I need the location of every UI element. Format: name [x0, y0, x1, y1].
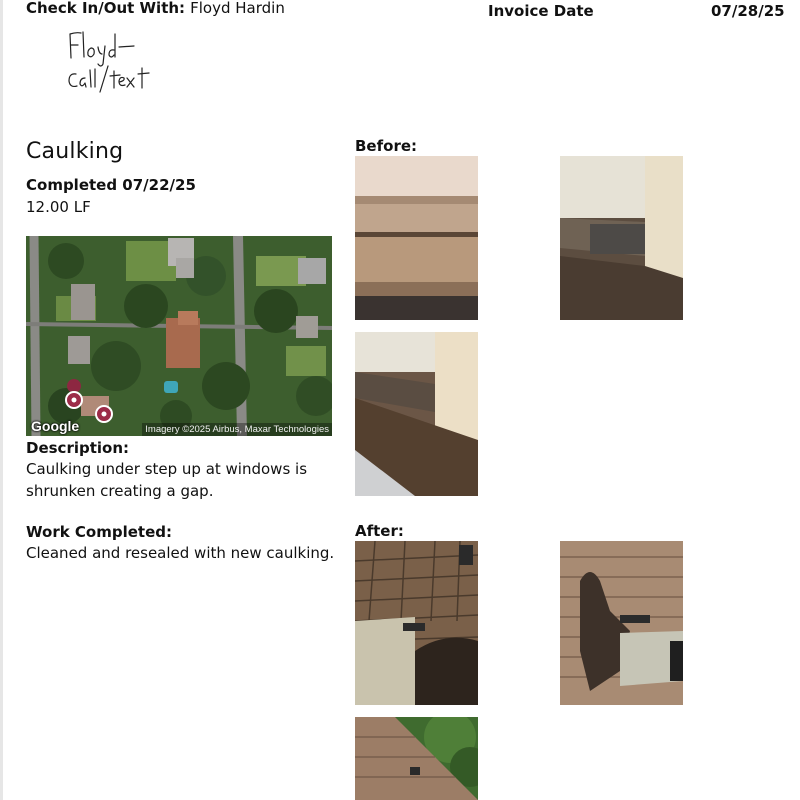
check-in-out-row [26, 0, 285, 17]
before-label: Before: [355, 137, 418, 155]
satellite-map-image [26, 236, 332, 436]
check-in-out-label: Check In/Out With: [26, 0, 186, 17]
work-completed-text: Cleaned and resealed with new caulking. [26, 544, 335, 562]
after-label: After: [355, 522, 404, 540]
description-label: Description: [26, 439, 130, 457]
map-pin-icon [96, 406, 112, 422]
before-photo-1[interactable] [355, 156, 478, 320]
satellite-map[interactable] [26, 236, 332, 436]
before-photo-3[interactable] [355, 332, 478, 496]
check-in-out-value: Floyd Hardin [190, 0, 285, 17]
after-photo-2[interactable] [560, 541, 683, 705]
google-logo: Google [31, 418, 80, 434]
handwritten-note [64, 26, 164, 100]
after-photo-1[interactable] [355, 541, 478, 705]
work-completed-label: Work Completed: [26, 523, 172, 541]
invoice-date-value: 07/28/25 [711, 2, 785, 20]
completed-date: Completed 07/22/25 [26, 176, 196, 194]
item-title: Caulking [26, 139, 124, 164]
description-text: Caulking under step up at windows is shrunken creating a gap. [26, 460, 308, 500]
quantity: 12.00 LF [26, 198, 91, 216]
invoice-date-label: Invoice Date [488, 2, 594, 20]
before-photo-2[interactable] [560, 156, 683, 320]
page-edge [0, 0, 3, 800]
after-photo-3[interactable] [355, 717, 478, 800]
map-attribution: Imagery ©2025 Airbus, Maxar Technologies [142, 423, 332, 436]
